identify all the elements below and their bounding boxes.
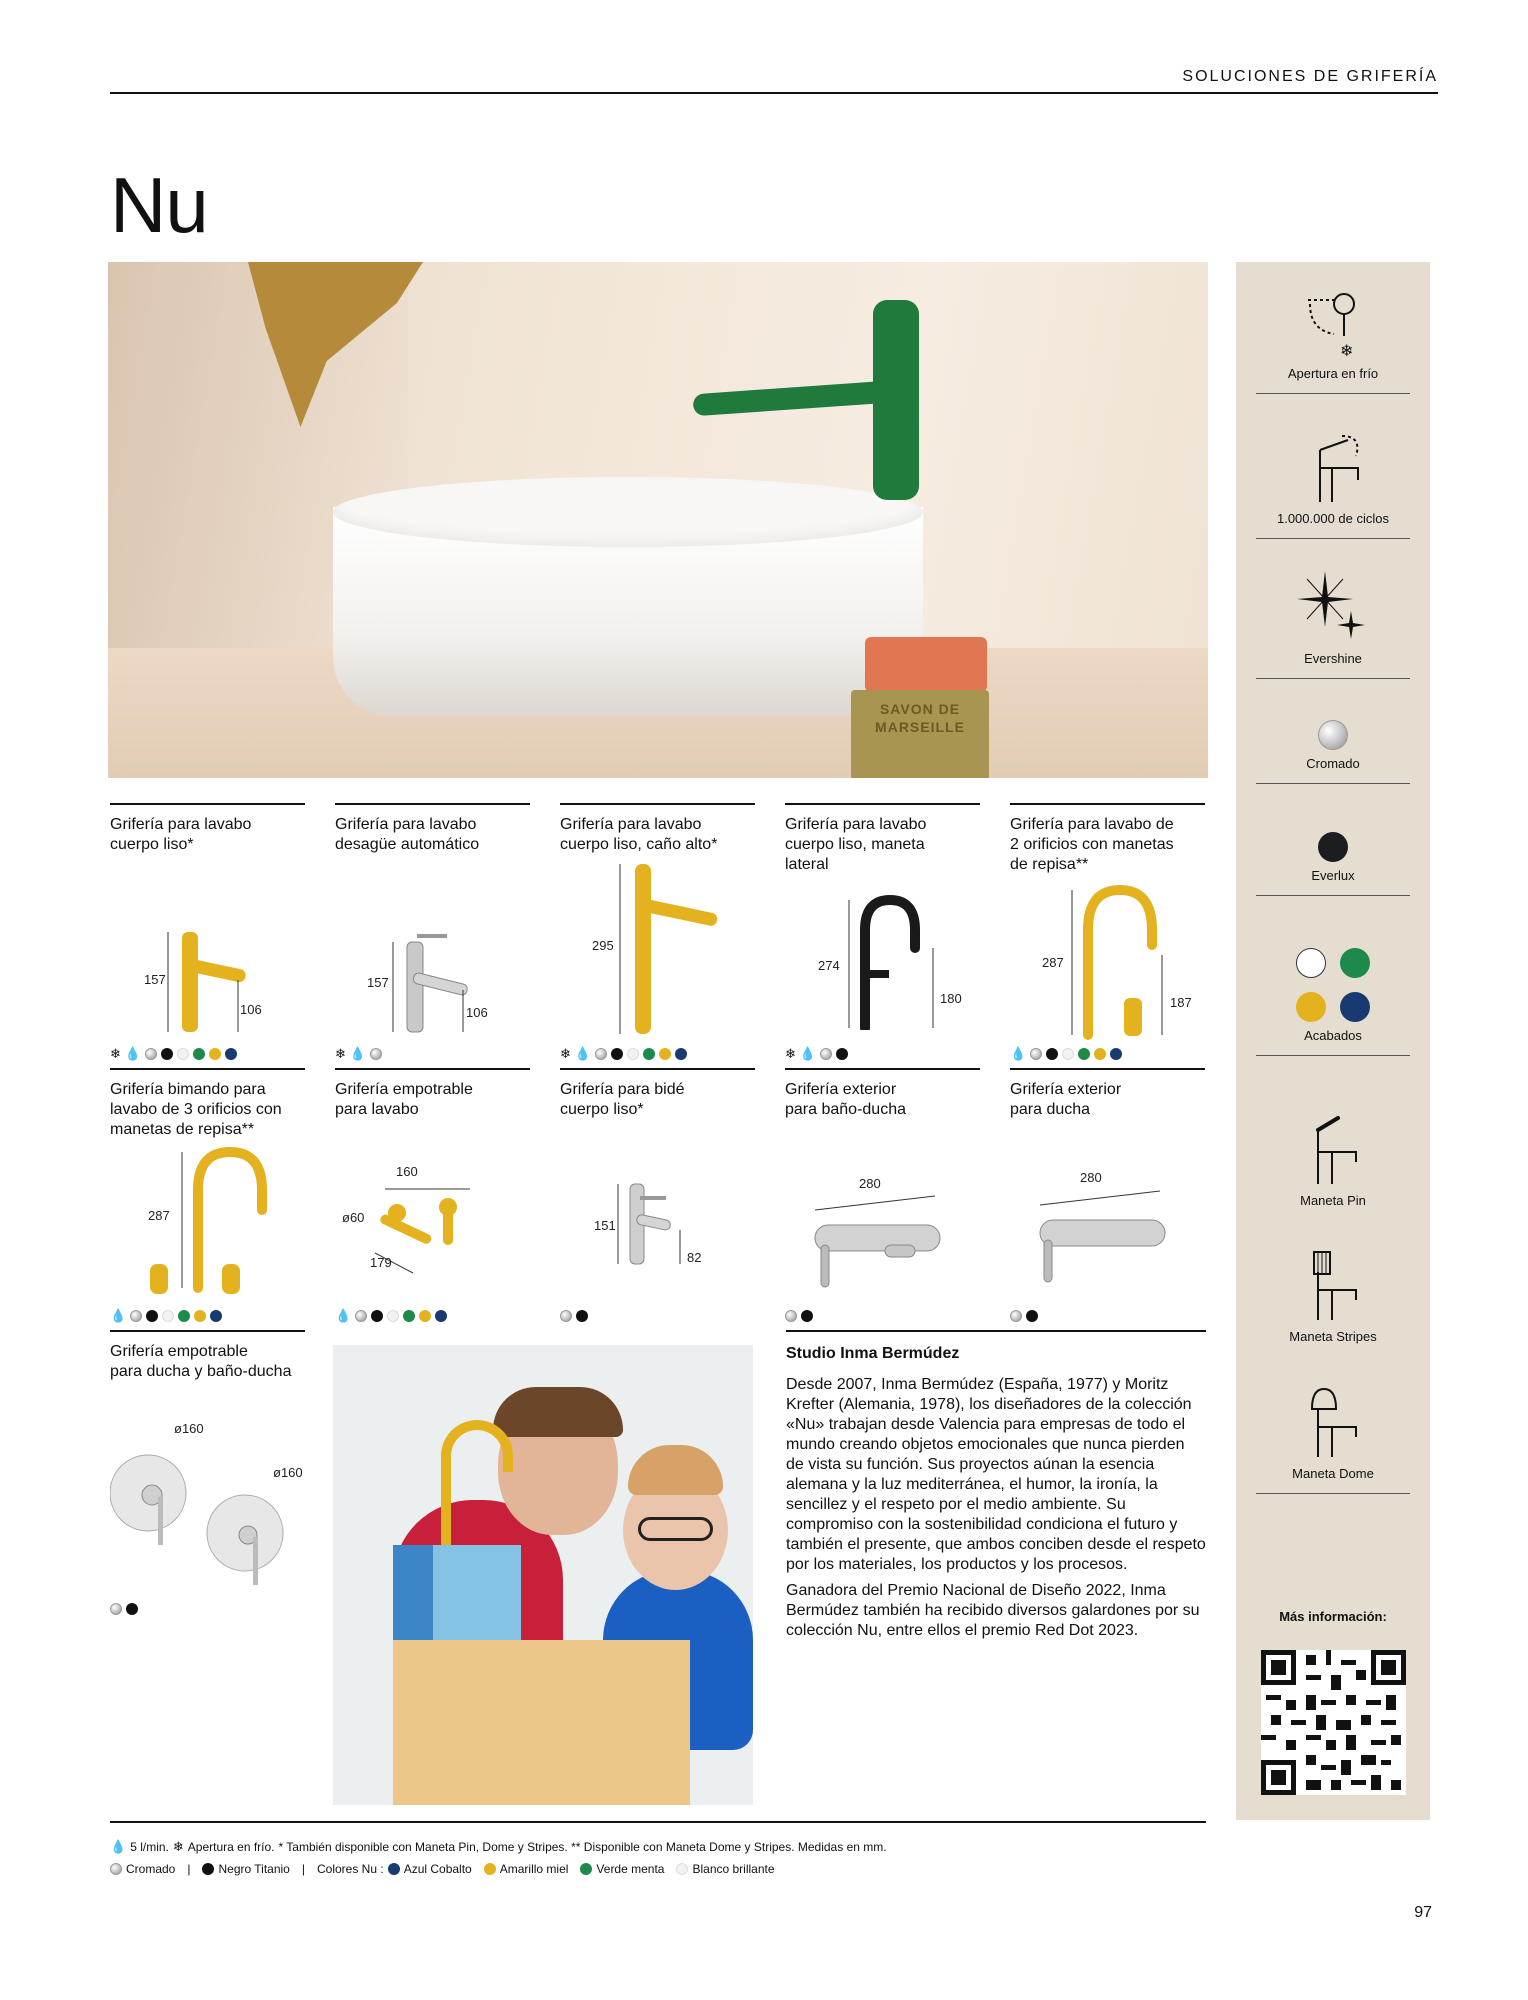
section-label: SOLUCIONES DE GRIFERÍA — [1182, 68, 1438, 85]
bath-spout — [885, 1245, 915, 1257]
feature-cycles — [1256, 430, 1410, 539]
product-1-image — [110, 920, 305, 1035]
shower-lever — [1044, 1240, 1052, 1282]
chrome-dot — [130, 1310, 142, 1322]
person-male-hair — [493, 1387, 623, 1437]
green-dot — [643, 1048, 655, 1060]
green-dot — [580, 1863, 592, 1875]
flow-rate: 5 l/min. — [130, 1840, 169, 1854]
svg-text:❄: ❄ — [1340, 343, 1354, 360]
legend-green: Verde menta — [596, 1862, 665, 1876]
dim-label: 179 — [370, 1255, 392, 1270]
white-dot — [387, 1310, 399, 1322]
wall-handle — [443, 1207, 453, 1245]
dim-label: 187 — [1170, 995, 1192, 1010]
deck-handle — [1124, 998, 1142, 1036]
finish-dots — [785, 1310, 813, 1322]
product-rule — [335, 803, 530, 805]
designer-title: Studio Inma Bermúdez — [786, 1345, 960, 1362]
product-4-image — [785, 890, 980, 1030]
product-name: Grifería exterior para baño-ducha — [785, 1081, 906, 1118]
product-name: Grifería exterior para ducha — [1010, 1081, 1122, 1118]
yellow-dot — [1094, 1048, 1106, 1060]
cycles-icon — [1298, 430, 1368, 505]
faucet-body — [865, 900, 915, 1028]
yellow-dot — [659, 1048, 671, 1060]
pedestal — [393, 1640, 690, 1805]
dim-line — [1040, 1191, 1160, 1205]
feature-maneta-dome — [1256, 1385, 1410, 1494]
blue-box-side — [393, 1545, 433, 1655]
product-11-image — [110, 1435, 310, 1595]
product-rule — [560, 803, 755, 805]
white-dot — [177, 1048, 189, 1060]
feature-label: Everlux — [1311, 868, 1355, 883]
cold-opening-icon: ❄ — [110, 1046, 121, 1061]
product-5-image — [1010, 880, 1205, 1040]
cold-opening-icon: ❄ — [335, 1046, 346, 1061]
drop-icon: 💧 — [1010, 1046, 1027, 1061]
product-rule — [560, 1068, 755, 1070]
product-7-image — [335, 1175, 530, 1275]
product-10-image — [1010, 1185, 1205, 1295]
bath-shower-body — [815, 1225, 940, 1251]
dome-handle-icon — [1298, 1385, 1368, 1460]
chrome-dot — [595, 1048, 607, 1060]
shower-lever — [158, 1497, 163, 1545]
drop-icon: 💧 — [335, 1308, 352, 1323]
blue-swatch — [1340, 992, 1370, 1022]
deck-handle-right — [222, 1264, 240, 1294]
black-dot — [1046, 1048, 1058, 1060]
black-dot — [146, 1310, 158, 1322]
glasses — [638, 1517, 713, 1541]
pin-handle-icon — [1298, 1112, 1368, 1187]
white-dot — [627, 1048, 639, 1060]
color-swatches-icon — [1256, 948, 1410, 1022]
green-swatch — [1340, 948, 1370, 978]
bottom-rule — [110, 1821, 1206, 1823]
finish-dots — [560, 1310, 588, 1322]
dim-label: 157 — [144, 972, 166, 987]
yellow-dot — [419, 1310, 431, 1322]
green-dot — [1078, 1048, 1090, 1060]
product-9 — [785, 1068, 980, 1120]
feature-rule — [1256, 1493, 1410, 1494]
chrome-dot — [1010, 1310, 1022, 1322]
yellow-dot — [484, 1863, 496, 1875]
product-rule — [785, 803, 980, 805]
finish-dots — [110, 1048, 237, 1060]
product-2 — [335, 803, 530, 855]
black-dot — [576, 1310, 588, 1322]
legend-black: Negro Titanio — [218, 1862, 290, 1876]
green-dot — [193, 1048, 205, 1060]
designer-info — [786, 1345, 1206, 1647]
drain-rod — [417, 934, 447, 938]
feature-label: 1.000.000 de ciclos — [1276, 511, 1390, 526]
feature-label: Evershine — [1304, 651, 1362, 666]
legend-blue: Azul Cobalto — [403, 1862, 472, 1876]
finish-dots — [560, 1048, 687, 1060]
yellow-dot — [194, 1310, 206, 1322]
faucet-spout — [692, 380, 903, 417]
white-dot — [676, 1863, 688, 1875]
blue-dot — [210, 1310, 222, 1322]
dim-label: ø160 — [273, 1465, 303, 1480]
product-8-image — [560, 1180, 755, 1270]
chrome-dot — [560, 1310, 572, 1322]
cold-opening-icon — [1298, 290, 1368, 360]
blue-dot — [1110, 1048, 1122, 1060]
legend-white: Blanco brillante — [692, 1862, 775, 1876]
finish-dots — [110, 1310, 222, 1322]
legend-yellow: Amarillo miel — [499, 1862, 569, 1876]
finish-dots — [1010, 1310, 1038, 1322]
wall-spout — [379, 1213, 433, 1245]
feature-cold-opening — [1256, 290, 1410, 394]
legend-colors: Colores Nu : — [316, 1862, 384, 1876]
product-6 — [110, 1068, 305, 1140]
stripes-handle-icon — [1298, 1248, 1368, 1323]
yellow-dot — [209, 1048, 221, 1060]
feature-rule — [1256, 895, 1410, 896]
cold-opening-icon: ❄ — [785, 1046, 796, 1061]
faucet-spout — [639, 898, 718, 927]
drop-icon: 💧 — [799, 1046, 817, 1061]
product-8 — [560, 1068, 755, 1120]
drop-icon: 💧 — [124, 1046, 142, 1061]
black-dot — [1026, 1310, 1038, 1322]
feature-rule — [1256, 1055, 1410, 1056]
feature-label: Maneta Pin — [1300, 1193, 1366, 1208]
blue-dot — [388, 1863, 400, 1875]
feature-rule — [1256, 393, 1410, 394]
product-4 — [785, 803, 980, 875]
dim-label: 280 — [859, 1176, 881, 1191]
green-dot — [403, 1310, 415, 1322]
legend-chrome: Cromado — [126, 1862, 176, 1876]
chrome-dot — [370, 1048, 382, 1060]
black-dot — [371, 1310, 383, 1322]
black-dot — [126, 1603, 138, 1615]
feature-label: Cromado — [1306, 756, 1360, 771]
product-name: Grifería bimando para lavabo de 3 orificios con manetas de repisa** — [110, 1081, 282, 1138]
designer-awards: Ganadora del Premio Nacional de Diseño 2022, Inma Bermúdez también ha recibido diversos galardones por su colección Nu, entre ellos el premio Red Dot 2023. — [786, 1582, 1200, 1639]
dim-label: 180 — [940, 991, 962, 1006]
chrome-dot — [785, 1310, 797, 1322]
feature-rule — [1256, 783, 1410, 784]
dim-label: 82 — [687, 1250, 702, 1265]
person-female-hair — [628, 1445, 723, 1495]
shower-body — [1040, 1220, 1165, 1246]
product-rule — [1010, 803, 1205, 805]
product-name: Grifería empotrable para lavabo — [335, 1081, 473, 1118]
drop-icon: 💧 — [349, 1046, 367, 1061]
product-1 — [110, 803, 305, 855]
chrome-dot — [110, 1603, 122, 1615]
designer-rule — [786, 1330, 1206, 1332]
top-rule — [110, 92, 1438, 94]
feature-label: Apertura en frío — [1287, 366, 1379, 381]
product-name: Grifería empotrable para ducha y baño-ducha — [110, 1343, 292, 1380]
faucet-body — [635, 864, 651, 1034]
faucet-gooseneck — [1088, 890, 1152, 1035]
product-3 — [560, 803, 755, 855]
footnote-line-2 — [110, 1862, 775, 1876]
bath-lever — [821, 1245, 829, 1287]
product-rule — [335, 1068, 530, 1070]
white-dot — [162, 1310, 174, 1322]
more-info-label: Más información: — [1279, 1609, 1387, 1624]
dim-label: 295 — [592, 938, 614, 953]
dim-label: ø160 — [174, 1421, 204, 1436]
feature-label: Maneta Dome — [1292, 1466, 1374, 1481]
feature-rule — [1256, 678, 1410, 679]
product-2-image — [335, 930, 530, 1040]
finish-dots — [1010, 1048, 1122, 1060]
separator: | — [187, 1862, 191, 1876]
hero-photo — [108, 262, 1208, 778]
black-dot — [161, 1048, 173, 1060]
blue-dot — [225, 1048, 237, 1060]
dim-line — [815, 1196, 935, 1210]
feature-label: Acabados — [1304, 1028, 1362, 1043]
blue-dot — [435, 1310, 447, 1322]
faucet-handle — [869, 970, 889, 978]
feature-everlux — [1256, 832, 1410, 896]
dim-label: 274 — [818, 958, 840, 973]
soap-block — [851, 690, 989, 778]
feature-maneta-stripes — [1256, 1248, 1410, 1344]
feature-cromado — [1256, 720, 1410, 784]
product-rule — [110, 1330, 305, 1332]
page-title: Nu — [110, 161, 208, 249]
shower-lever — [253, 1537, 258, 1585]
dim-label: 106 — [466, 1005, 488, 1020]
dim-label: 280 — [1080, 1170, 1102, 1185]
sparkle-icon — [1293, 565, 1373, 645]
feature-label: Maneta Stripes — [1289, 1329, 1377, 1344]
chrome-dot — [110, 1863, 122, 1875]
bidet-lever — [640, 1196, 666, 1200]
faucet-body — [182, 932, 198, 1032]
drop-icon: 💧 — [110, 1839, 127, 1854]
page-number: 97 — [1414, 1904, 1432, 1921]
qr-code[interactable] — [1261, 1650, 1406, 1795]
blue-dot — [675, 1048, 687, 1060]
separator: | — [301, 1862, 305, 1876]
dim-label: 157 — [367, 975, 389, 990]
black-swatch-icon — [1318, 832, 1348, 862]
dim-label: 151 — [594, 1218, 616, 1233]
product-name: Grifería para bidé cuerpo liso* — [560, 1081, 685, 1118]
product-name: Grifería para lavabo desagüe automático — [335, 816, 480, 853]
dim-label: 160 — [396, 1164, 418, 1179]
feature-maneta-pin — [1256, 1112, 1410, 1208]
chrome-dot — [145, 1048, 157, 1060]
finish-dots — [110, 1603, 138, 1615]
black-dot — [611, 1048, 623, 1060]
product-name: Grifería para lavabo de 2 orificios con manetas de repisa** — [1010, 816, 1174, 873]
designer-bio: Desde 2007, Inma Bermúdez (España, 1977) y Moritz Krefter (Alemania, 1978), los diseñadores de la colección «Nu» trabajan desde Valencia para empresas de todo el mundo creando objetos emocionales que nunca pierden de vista su función. Sus proyectos aúnan la esencia alemana y la luz mediterránea, el humor, la ironía, la sencillez y el respeto por el medio ambiente. Su compromiso con la sostenibilidad condiciona el futuro y también el presente, que ambos conciben desde el respeto por los materiales, los productos y los procesos. — [786, 1376, 1206, 1573]
product-rule — [110, 803, 305, 805]
faucet-body — [407, 942, 423, 1032]
dim-label: 287 — [1042, 955, 1064, 970]
product-7 — [335, 1068, 530, 1120]
availability-note: * También disponible con Maneta Pin, Dome y Stripes. ** Disponible con Maneta Dome y Stripes. Medidas en mm. — [278, 1840, 887, 1854]
black-dot — [801, 1310, 813, 1322]
cold-opening-icon: ❄ — [560, 1046, 571, 1061]
product-name: Grifería para lavabo cuerpo liso, maneta lateral — [785, 816, 927, 873]
chrome-dot — [820, 1048, 832, 1060]
soap-text: SAVON DE MARSEILLE — [875, 701, 965, 735]
dim-label: 106 — [240, 1002, 262, 1017]
feature-rule — [1256, 538, 1410, 539]
drop-icon: 💧 — [574, 1046, 592, 1061]
feature-acabados — [1256, 948, 1410, 1056]
soap-bar — [865, 637, 987, 692]
product-9-image — [785, 1190, 980, 1300]
product-11 — [110, 1330, 305, 1382]
finish-dots — [335, 1048, 382, 1060]
cold-opening-icon: ❄ — [172, 1839, 184, 1854]
product-3-image — [560, 860, 755, 1040]
green-dot — [178, 1310, 190, 1322]
chrome-swatch-icon — [1318, 720, 1348, 750]
product-name: Grifería para lavabo cuerpo liso, caño alto* — [560, 816, 718, 853]
product-10 — [1010, 1068, 1205, 1120]
dim-label: 287 — [148, 1208, 170, 1223]
product-name: Grifería para lavabo cuerpo liso* — [110, 816, 252, 853]
white-dot — [1062, 1048, 1074, 1060]
footnote-line-1 — [110, 1840, 887, 1854]
product-rule — [785, 1068, 980, 1070]
product-5 — [1010, 803, 1205, 875]
finish-dots — [335, 1310, 447, 1322]
yellow-swatch — [1296, 992, 1326, 1022]
product-rule — [1010, 1068, 1205, 1070]
drop-icon: 💧 — [110, 1308, 127, 1323]
washbasin-rim — [333, 477, 923, 547]
deck-handle-left — [150, 1264, 168, 1294]
chrome-dot — [1030, 1048, 1042, 1060]
cold-opening-note: Apertura en frío. — [187, 1840, 275, 1854]
product-rule — [110, 1068, 305, 1070]
black-dot — [202, 1863, 214, 1875]
dim-label: ø60 — [342, 1210, 365, 1225]
product-6-image — [110, 1140, 305, 1300]
chrome-dot — [355, 1310, 367, 1322]
feature-evershine — [1256, 565, 1410, 679]
designer-photo — [333, 1345, 753, 1805]
black-dot — [836, 1048, 848, 1060]
white-swatch — [1296, 948, 1326, 978]
finish-dots — [785, 1048, 848, 1060]
